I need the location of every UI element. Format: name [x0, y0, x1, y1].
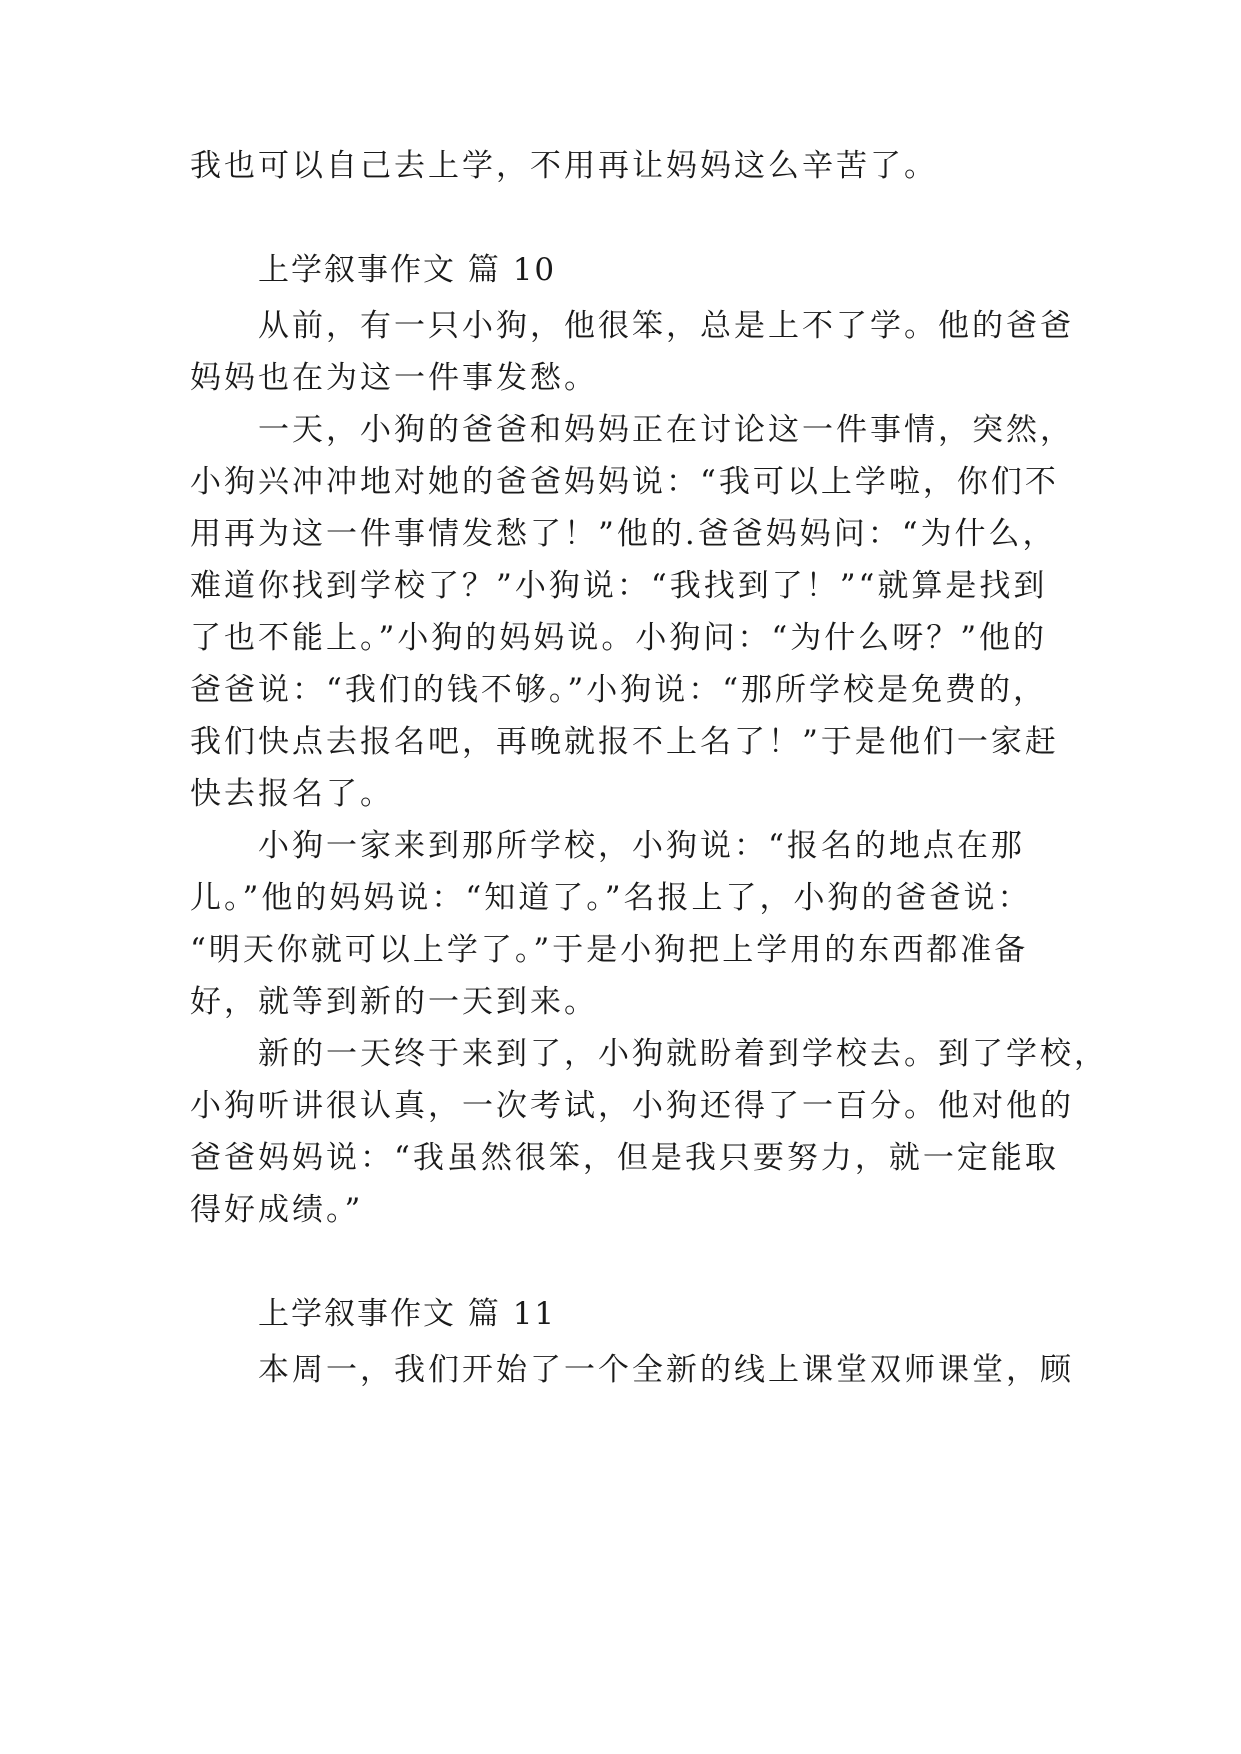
paragraph-line: 从前，有一只小狗，他很笨，总是上不了学。他的爸爸: [258, 308, 1074, 344]
paragraph-line: 得好成绩。”: [190, 1192, 364, 1228]
paragraph-line: 难道你找到学校了？”小狗说：“我找到了！”“就算是找到: [190, 568, 1048, 604]
paragraph-line: 我也可以自己去上学，不用再让妈妈这么辛苦了。: [190, 148, 938, 184]
paragraph-line: 用再为这一件事情发愁了！”他的.爸爸妈妈问：“为什么，: [190, 516, 1057, 552]
paragraph-line: 我们快点去报名吧，再晚就报不上名了！”于是他们一家赶: [190, 724, 1059, 760]
paragraph-line: 好，就等到新的一天到来。: [190, 984, 598, 1020]
paragraph-line: 了也不能上。”小狗的妈妈说。小狗问：“为什么呀？”他的: [190, 620, 1048, 656]
paragraph-line: 爸爸妈妈说：“我虽然很笨，但是我只要努力，就一定能取: [190, 1140, 1059, 1176]
paragraph-line: “明天你就可以上学了。”于是小狗把上学用的东西都准备: [190, 932, 1029, 968]
section-heading-10: 上学叙事作文 篇 10: [258, 252, 557, 288]
paragraph-line: 爸爸说：“我们的钱不够。”小狗说：“那所学校是免费的，: [190, 672, 1048, 708]
paragraph-line: 小狗一家来到那所学校，小狗说：“报名的地点在那: [258, 828, 1025, 864]
paragraph-line: 快去报名了。: [190, 776, 394, 812]
paragraph-line: 小狗兴冲冲地对她的爸爸妈妈说：“我可以上学啦，你们不: [190, 464, 1059, 500]
section-heading-11: 上学叙事作文 篇 11: [258, 1296, 557, 1332]
paragraph-line: 新的一天终于来到了，小狗就盼着到学校去。到了学校，: [258, 1036, 1108, 1072]
paragraph-line: 一天，小狗的爸爸和妈妈正在讨论这一件事情，突然，: [258, 412, 1074, 448]
paragraph-line: 小狗听讲很认真，一次考试，小狗还得了一百分。他对他的: [190, 1088, 1074, 1124]
paragraph-line: 儿。”他的妈妈说：“知道了。”名报上了，小狗的爸爸说：: [190, 880, 1032, 916]
paragraph-line: 妈妈也在为这一件事发愁。: [190, 360, 598, 396]
paragraph-line: 本周一，我们开始了一个全新的线上课堂双师课堂，顾: [258, 1352, 1074, 1388]
